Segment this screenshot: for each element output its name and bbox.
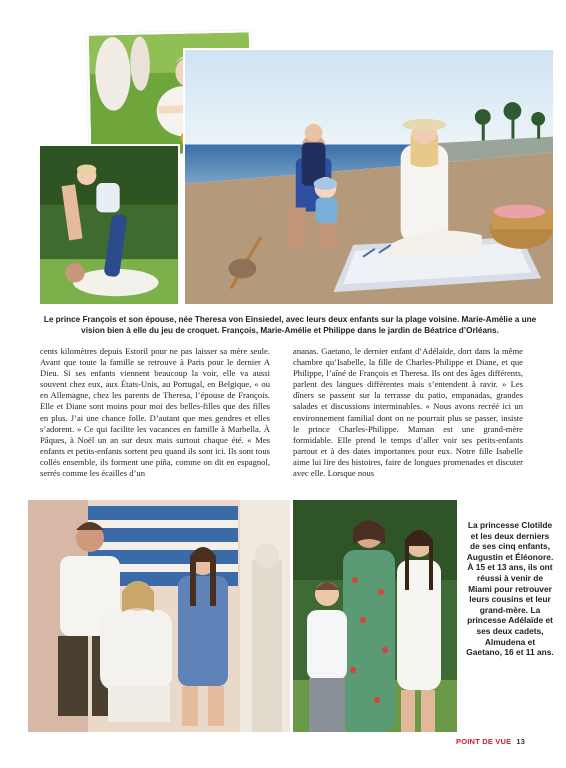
article-paragraph: ananas. Gaetano, le dernier enfant d’Adélaïde, dort dans la même chambre qu’Isabelle, la fille de Charles-Philippe et Diane, et que Philippe, l’aîné de François et Theresa. Ils ont des âges différents, parlent des langues différentes mais s’entendent à ravir. » Les dîners se passent sur la terrasse du patio, empanadas, grandes salades et discussions interminables. « Nous avons recréé ici un environnement familial dont on ne pourrait plus se passer, insiste le prince Charles-Philippe. Maman est une grand-mère formidable. Elle prend le temps d’aller voir ses petits-enfants partout et à des dates importantes pour eux. Notre fille Isabelle aime lui lire des histoires, faire de longues promenades et discuter avec elle. Lorsque nous [293,346,523,479]
magazine-brand: POINT DE VUE [456,737,512,746]
photo-adelaide-family [293,500,457,732]
photo-clotilde-family [28,500,290,732]
page-number: 13 [516,737,526,746]
photo-family-beach [183,48,555,306]
photo-caption-top: Le prince François et son épouse, née Theresa von Einsiedel, avec leurs deux enfants sur la plage voisine. Marie-Amélie a une vision bien à elle du jeu de croquet. François, Marie-Amélie et Philippe dans le jardin de Béatrice d’Orléans. [43,315,537,335]
article-paragraph: cents kilomètres depuis Estoril pour ne pas laisser sa mère seule. Avant que toute la famille se retrouve à Paris pour le dernier A Dieu. Si ses enfants viennent beaucoup la voir, elle va aussi souvent chez eux, aux États-Unis, au Portugal, en Belgique, « ou en Allemagne, chez les parents de Theresa, l’épouse de François. Elle et Diane sont moins pour moi des belles-filles que des filles en plus. J’ai une chance folle. D’autant que mes gendres et elles s’adorent. » Ce qui facilite les vacances en famille à Marbella. À Pâques, à Noël un an sur deux mais surtout chaque été. « Mes enfants et petits-enfants sortent peu quand ils sont ici. Ils sont tous collés ensemble, ils forment une piña, comme on dit en espagnol, serrés comme les écailles d’un [40,346,270,479]
photo-garden-play [38,144,180,306]
article-column-left [40,346,270,479]
article-column-right [293,346,523,479]
photo-caption-side: La princesse Clotilde et les deux derniers de ses cinq enfants, Augustin et Éléonore. À 15 et 13 ans, ils ont réussi à venir de Miami pour retrouver leurs cousins et leur grand-mère. La princesse Adélaïde et ses deux cadets, Almudena et Gaetano, 16 et 11 ans. [466,520,554,658]
page-footer [456,737,525,746]
